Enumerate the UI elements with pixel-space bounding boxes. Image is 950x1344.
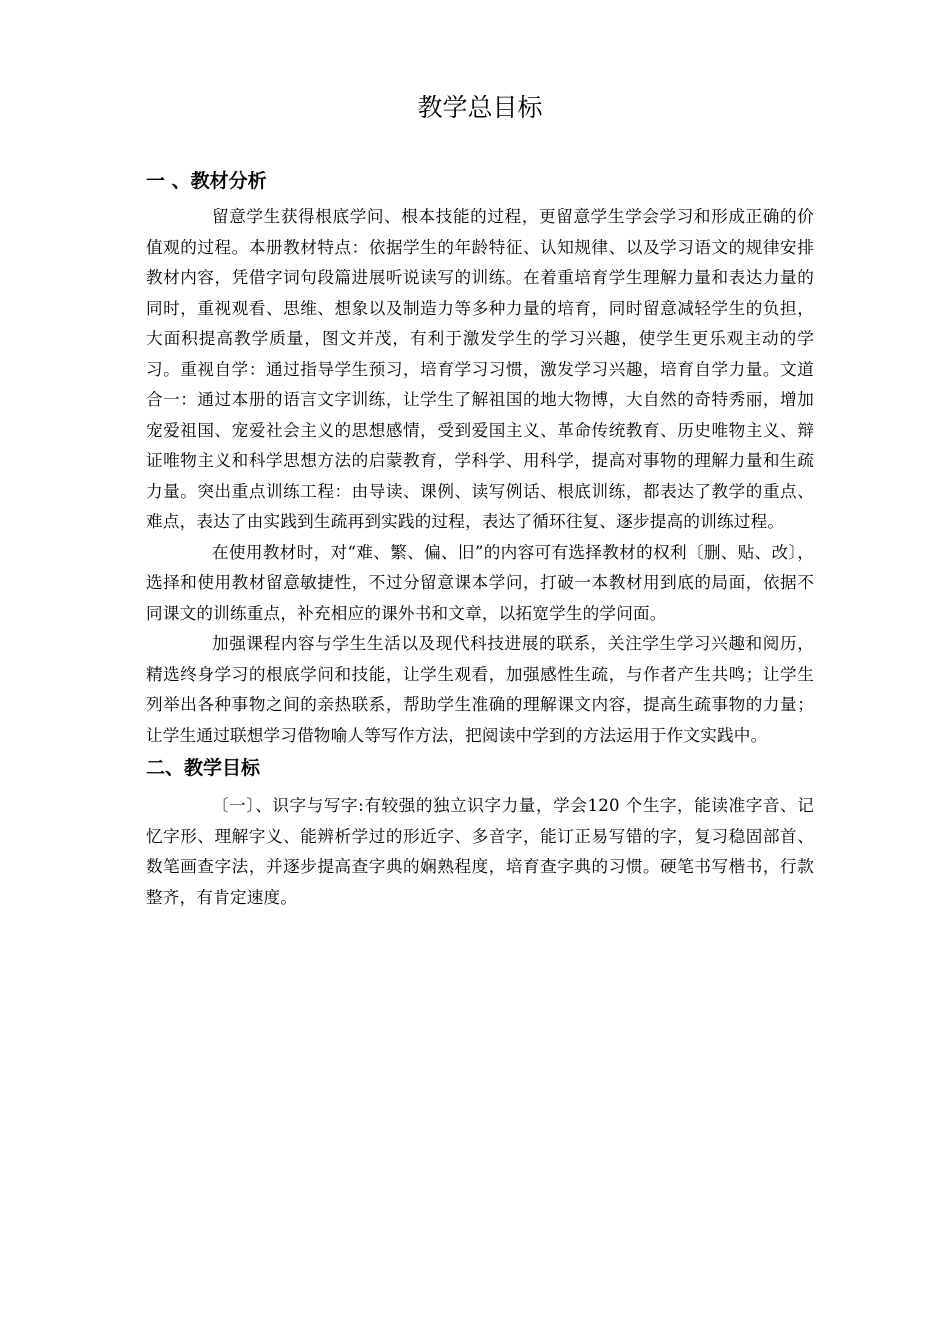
section-textbook-analysis	[146, 166, 814, 751]
paragraph: 留意学生获得根底学问、根本技能的过程，更留意学生学会学习和形成正确的价值观的过程。本册教材特点：依据学生的年龄特征、认知规律、以及学习语文的规律安排教材内容，凭借字词句段篇进展听说读写的训练。在着重培育学生理解力量和表达力量的同时，重视观看、思维、想象以及制造力等多种力量的培育，同时留意减轻学生的负担，大面积提高教学质量，图文并茂，有利于激发学生的学习兴趣，使学生更乐观主动的学习。重视自学：通过指导学生预习，培育学习习惯，激发学习兴趣，培育自学力量。文道合一：通过本册的语言文字训练，让学生了解祖国的地大物博，大自然的奇特秀丽，增加宠爱祖国、宠爱社会主义的思想感情，受到爱国主义、革命传统教育、历史唯物主义、辩证唯物主义和科学思想方法的启蒙教育，学科学、用科学，提高对事物的理解力量和生疏力量。突出重点训练工程：由导读、课例、读写例话、根底训练，都表达了教学的重点、难点，表达了由实践到生疏再到实践的过程，表达了循环往复、逐步提高的训练过程。	[146, 207, 814, 531]
section-teaching-goals	[146, 753, 814, 913]
paragraph: 〔一〕、识字与写字:有较强的独立识字力量，学会120 个生字，能读准字音、记忆字形、理解字义、能辨析学过的形近字、多音字，能订正易写错的字，复习稳固部首、数笔画查字法，并逐步提高查字典的娴熟程度，培育查字典的习惯。硬笔书写楷书，行款整齐，有肯定速度。	[146, 796, 814, 907]
section-heading: 二、教学目标	[146, 757, 261, 779]
paragraph: 加强课程内容与学生生活以及现代科技进展的联系，关注学生学习兴趣和阅历，精选终身学习的根底学问和技能，让学生观看，加强感性生疏，与作者产生共鸣；让学生列举出各种事物之间的亲热联系，帮助学生准确的理解课文内容，提高生疏事物的力量；让学生通过联想学习借物喻人等写作方法，把阅读中学到的方法运用于作文实践中。	[146, 634, 814, 745]
paragraph: 在使用教材时，对“难、繁、偏、旧”的内容可有选择教材的权利〔删、贴、改〕，选择和使用教材留意敏捷性，不过分留意课本学问，打破一本教材用到底的局面，依据不同课文的训练重点，补充相应的课外书和文章，以拓宽学生的学问面。	[146, 542, 814, 623]
page-title: 教学总目标	[417, 93, 543, 122]
document-page	[146, 88, 814, 913]
section-heading: 一 、教材分析	[146, 170, 267, 192]
